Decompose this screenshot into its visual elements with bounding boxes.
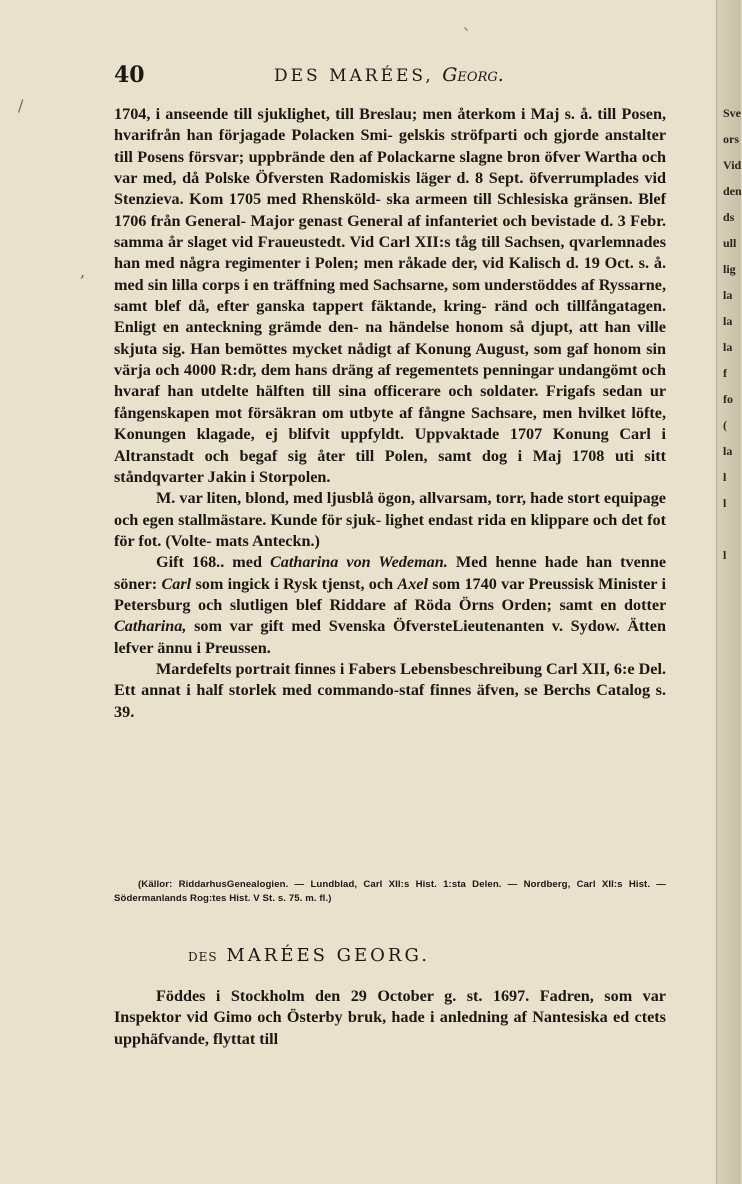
daughter-name: Catharina, bbox=[114, 617, 187, 636]
text-line: sin värja och 4000 R:dr, dem hans dräng af regementets bbox=[114, 339, 666, 380]
fragment: Sve bbox=[723, 106, 741, 120]
fragment bbox=[723, 516, 739, 542]
text-line: var med, då Polske Öfversten Radomiskis läger d. 8 Sept. bbox=[114, 169, 524, 188]
fragment: ( bbox=[723, 418, 727, 432]
margin-mark: , bbox=[80, 262, 86, 281]
margin-mark: ` bbox=[462, 24, 472, 48]
text-line: Konung Carl i Altranstadt och begaf sig åter till Polen, bbox=[114, 425, 666, 465]
text-line: samma år slaget vid Fraueustedt. Vid Carl XII:s tåg till bbox=[114, 233, 501, 252]
text-line: lighet endast rida en klippare och det fot för fot. (Volte- bbox=[114, 510, 667, 550]
text-line: ska armeen till Schlesiska gränsen. Blef 1706 från General- bbox=[114, 190, 666, 230]
text-line: försäkran om utbyte af fångne Sachsare, men hvilket löfte, bbox=[247, 403, 667, 422]
fragment: den bbox=[723, 184, 742, 198]
marriage-text: som 1740 var Preussisk Minister i Petersburg och slutligen blef Riddare af Röda Örns Orden; samt en dotter bbox=[114, 574, 666, 614]
description-paragraph bbox=[114, 488, 666, 552]
text-line: Major genast General af infanteriet och bevistade d. 3 Febr. bbox=[250, 211, 667, 230]
text-line: öfverrumplades vid Stenzieva. Kom 1705 med Rhensköld- bbox=[114, 169, 666, 209]
entry-opening-paragraph: Föddes i Stockholm den 29 October g. st. 1697. Fadren, som var Inspektor vid Gimo och Österby bruk, hade i anledning af Nantesiska ed ctets upphäfvande, flyttat till bbox=[114, 987, 666, 1048]
margin-mark: / bbox=[18, 96, 24, 115]
mardefelt-entry-text bbox=[114, 104, 666, 723]
text-line: Sachsen, qvarlemnades han med några regimenter i Polen; bbox=[114, 233, 666, 273]
fragment: f bbox=[723, 366, 727, 380]
text-line: corps i en träffning med Sachsarne, som understöddes af bbox=[202, 275, 595, 294]
running-head-given: Georg. bbox=[442, 64, 504, 86]
text-line: M. var liten, blond, med ljusblå ögon, allvarsam, torr, bbox=[156, 489, 526, 508]
fragment: ds bbox=[723, 210, 735, 224]
text-line: uppbrände den af Polackarne slagne bron öfver Wartha och bbox=[248, 147, 667, 166]
marriage-text: som ingick i Rysk tjenst, och bbox=[195, 574, 394, 593]
text-line: na händelse honom så djupt, att han ville skjuta sig. Han bbox=[114, 318, 666, 358]
fragment: Vid bbox=[723, 158, 742, 172]
text-line: Ryssarne, samt blef då, efter ganska tappert fäktande, kring- bbox=[114, 275, 667, 316]
fragment: l bbox=[723, 470, 727, 484]
text-line: hade stort equipage och egen stallmästare. Kunde för sjuk- bbox=[114, 489, 666, 529]
fragment: la bbox=[723, 288, 733, 302]
son-name: Axel bbox=[397, 574, 428, 593]
text-line: Konungen klagade, ej blifvit uppfyldt. Uppvaktade 1707 bbox=[114, 425, 543, 444]
facing-page-edge bbox=[716, 0, 741, 1184]
marriage-text: Med henne hade han tvenne söner: bbox=[114, 553, 667, 593]
entry-heading-name: MARÉES GEORG. bbox=[226, 945, 430, 966]
fragment: la bbox=[723, 444, 733, 458]
portrait-paragraph: Mardefelts portrait finnes i Fabers Lebensbeschreibung Carl XII, 6:e Del. Ett annat i half storlek med commando-staf finnes äfven, se Berchs Catalog s. 39. bbox=[114, 659, 667, 721]
fragment: la bbox=[723, 314, 733, 328]
wife-name: Catharina von Wedeman. bbox=[270, 553, 448, 572]
fragment: lig bbox=[723, 262, 736, 276]
text-line: 1704, i anseende till sjuklighet, till Breslau; men återkom bbox=[114, 105, 516, 123]
fragment: ull bbox=[723, 236, 737, 250]
fragment: fo bbox=[723, 392, 733, 406]
text-line: officerare och soldater. Frigafs sedan ur fångenskapen mot bbox=[114, 382, 667, 422]
text-line: mats Anteckn.) bbox=[215, 531, 320, 550]
text-line: bemöttes mycket nådigt af Konung August, som gaf honom bbox=[225, 339, 642, 358]
sources-note bbox=[114, 878, 666, 906]
running-head bbox=[274, 64, 504, 86]
text-line: ränd och tillfångatagen. Enligt en anteckning grämde den- bbox=[114, 297, 667, 337]
text-line: men råkade der, vid Kalisch d. 19 Oct. s. å. med sin lilla bbox=[114, 254, 666, 294]
fragment: la bbox=[723, 340, 733, 354]
running-head-prefix: DES MARÉES, bbox=[274, 66, 434, 86]
des-marees-entry-text bbox=[114, 986, 666, 1050]
son-name: Carl bbox=[161, 574, 192, 593]
fragment: l bbox=[723, 496, 727, 510]
text-line: gelskis ströfparti och gjorde anstalter till Posens försvar; bbox=[114, 126, 667, 166]
marriage-paragraph bbox=[114, 552, 666, 659]
entry-heading bbox=[188, 945, 430, 966]
fragment: l bbox=[723, 548, 727, 562]
marriage-text: som var gift med Svenska ÖfversteLieutenanten v. Sydow. Ätten lefver ännu i Preussen. bbox=[114, 617, 666, 657]
text-line: penningar undangömt och hvaraf han utdelte hälften till sina bbox=[114, 361, 666, 401]
fragment: ors bbox=[723, 132, 739, 146]
facing-page-fragments bbox=[723, 100, 742, 568]
text-line: samt dog i Maj 1708 uti sitt ståndqvarter Jakin i Storpolen. bbox=[114, 446, 666, 486]
text-line: i Maj s. å. till Posen, hvarifrån han förjagade Polacken Smi- bbox=[114, 105, 666, 145]
marriage-intro: Gift 168.. med bbox=[156, 553, 262, 572]
sources-text: (Källor: RiddarhusGenealogien. — Lundblad, Carl XII:s Hist. 1:sta Delen. — Nordberg, Carl XII:s Hist. — Södermanlands Rog:tes Hist. V St. s. 75. m. fl.) bbox=[114, 879, 666, 904]
page-header bbox=[114, 62, 584, 96]
mardefelt-biography-lines bbox=[114, 104, 666, 488]
page-number: 40 bbox=[114, 62, 145, 88]
entry-heading-prefix: DES bbox=[188, 950, 218, 964]
